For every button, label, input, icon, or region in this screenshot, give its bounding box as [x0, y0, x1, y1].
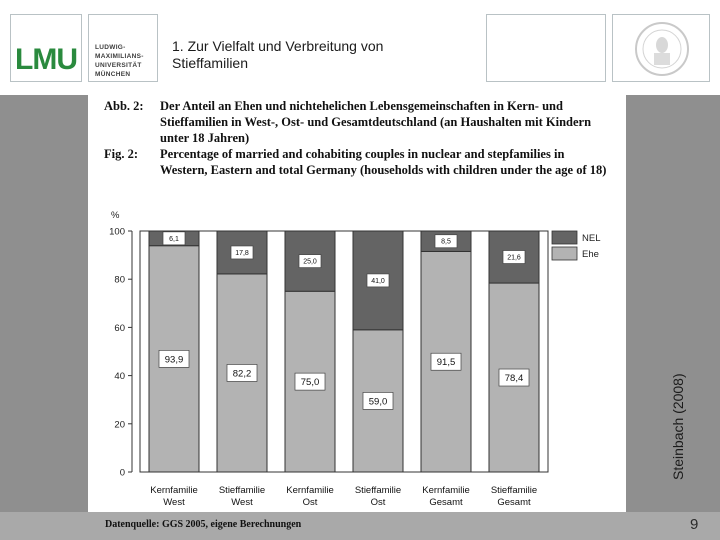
category-label: West — [163, 497, 185, 508]
category-label: Ost — [302, 497, 318, 508]
y-axis-label: % — [111, 210, 120, 221]
legend-swatch-ehe — [552, 247, 577, 260]
ehe-value-label: 78,4 — [504, 373, 524, 385]
ehe-value-label: 59,0 — [368, 396, 388, 408]
category-label: West — [231, 497, 253, 508]
y-tick-label: 100 — [109, 226, 125, 238]
y-tick-label: 40 — [114, 371, 125, 383]
y-tick-label: 60 — [114, 322, 125, 334]
nel-value-label: 21,6 — [507, 254, 521, 262]
university-name-line: LUDWIG- — [95, 44, 126, 51]
category-label: Gesamt — [497, 497, 531, 508]
page-number: 9 — [690, 516, 699, 533]
slide-title-line: Stieffamilien — [172, 55, 249, 71]
category-label: Kernfamilie — [422, 485, 470, 496]
category-label: Stieffamilie — [354, 485, 402, 496]
caption-fig-text: Percentage of married and cohabiting couples in nuclear and stepfamilies in Western, Eastern and total Germany (households with children under the age of 18) — [160, 147, 607, 177]
citation-side-text: Steinbach (2008) — [670, 373, 686, 480]
category-label: Stieffamilie — [218, 485, 266, 496]
category-label: Kernfamilie — [286, 485, 334, 496]
nel-value-label: 8,5 — [441, 238, 451, 246]
legend-label-nel: NEL — [582, 233, 601, 244]
nel-value-label: 41,0 — [371, 277, 385, 285]
category-label: Kernfamilie — [150, 485, 198, 496]
y-tick-label: 0 — [119, 467, 125, 479]
ehe-value-label: 93,9 — [164, 354, 184, 366]
y-tick-label: 80 — [114, 274, 125, 286]
category-label: Gesamt — [429, 497, 463, 508]
slide-title-line: 1. Zur Vielfalt und Verbreitung von — [172, 38, 384, 54]
data-source: Datenquelle: GGS 2005, eigene Berechnungen — [105, 519, 302, 530]
university-name-line: MAXIMILIANS- — [95, 53, 144, 60]
legend-label-ehe: Ehe — [582, 249, 599, 260]
caption-abb-label: Abb. 2: — [104, 99, 144, 113]
university-name-line: UNIVERSITÄT — [95, 62, 142, 69]
nel-value-label: 25,0 — [303, 258, 317, 266]
ehe-value-label: 91,5 — [436, 357, 456, 369]
y-tick-label: 20 — [114, 419, 125, 431]
university-name-line: MÜNCHEN — [95, 71, 131, 78]
category-label: Stieffamilie — [490, 485, 538, 496]
plot-frame — [140, 231, 548, 472]
caption-abb-text: Der Anteil an Ehen und nichtehelichen Lebensgemeinschaften in Kern- und Stieffamilien in West-, Ost- und Gesamtdeutschland (an Haushalten mit Kindern unter 18 Jahren) — [160, 99, 592, 145]
lmu-logo-text: LMU — [15, 43, 77, 76]
legend-swatch-nel — [552, 231, 577, 244]
ehe-value-label: 82,2 — [232, 368, 252, 380]
nel-value-label: 17,8 — [235, 249, 249, 257]
ehe-value-label: 75,0 — [300, 377, 320, 389]
nel-value-label: 6,1 — [169, 235, 179, 243]
caption-fig-label: Fig. 2: — [104, 147, 139, 161]
category-label: Ost — [370, 497, 386, 508]
